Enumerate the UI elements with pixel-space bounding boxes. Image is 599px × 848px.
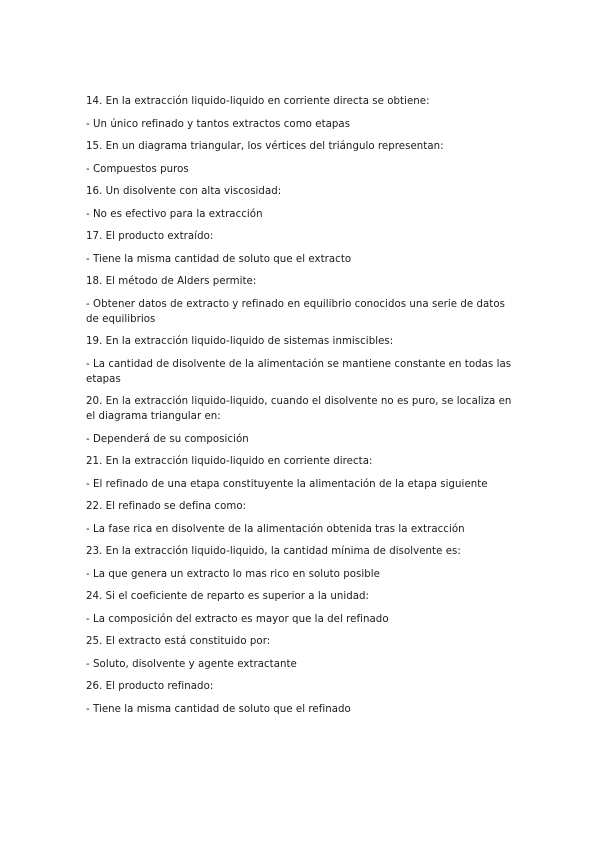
answer-22: - La fase rica en disolvente de la alimentación obtenida tras la extracción — [86, 523, 465, 535]
question-24: 24. Si el coeficiente de reparto es superior a la unidad: — [86, 591, 370, 602]
answer-26: - Tiene la misma cantidad de soluto que el refinado — [86, 703, 351, 715]
answer-23: - La que genera un extracto lo mas rico en soluto posible — [86, 568, 381, 580]
answer-24: - La composición del extracto es mayor que la del refinado — [86, 613, 389, 625]
question-25: 25. El extracto está constituido por: — [86, 636, 271, 647]
question-19: 19. En la extracción liquido-liquido de sistemas inmiscibles: — [86, 336, 394, 347]
question-21: 21. En la extracción liquido-liquido en corriente directa: — [86, 456, 373, 467]
answer-21: - El refinado de una etapa constituyente la alimentación de la etapa siguiente — [86, 478, 488, 490]
question-18: 18. El método de Alders permite: — [86, 276, 257, 287]
answer-16: - No es efectivo para la extracción — [86, 208, 263, 220]
question-14: 14. En la extracción liquido-liquido en corriente directa se obtiene: — [86, 96, 430, 107]
answer-19: - La cantidad de disolvente de la alimentación se mantiene constante en todas las etapas — [86, 358, 512, 385]
answer-14: - Un único refinado y tantos extractos como etapas — [86, 118, 351, 130]
question-list — [86, 94, 516, 724]
question-23: 23. En la extracción liquido-liquido, la cantidad mínima de disolvente es: — [86, 546, 461, 557]
question-22: 22. El refinado se defina como: — [86, 501, 247, 512]
answer-15: - Compuestos puros — [86, 163, 189, 175]
question-17: 17. El producto extraído: — [86, 231, 214, 242]
question-15: 15. En un diagrama triangular, los vértices del triángulo representan: — [86, 141, 444, 152]
question-16: 16. Un disolvente con alta viscosidad: — [86, 186, 282, 197]
question-26: 26. El producto refinado: — [86, 681, 214, 692]
answer-20: - Dependerá de su composición — [86, 433, 249, 445]
answer-25: - Soluto, disolvente y agente extractante — [86, 658, 297, 670]
answer-17: - Tiene la misma cantidad de soluto que el extracto — [86, 253, 352, 265]
answer-18: - Obtener datos de extracto y refinado en equilibrio conocidos una serie de datos de equilibrios — [86, 298, 505, 325]
question-20: 20. En la extracción liquido-liquido, cuando el disolvente no es puro, se localiza en el diagrama triangular en: — [86, 396, 512, 422]
